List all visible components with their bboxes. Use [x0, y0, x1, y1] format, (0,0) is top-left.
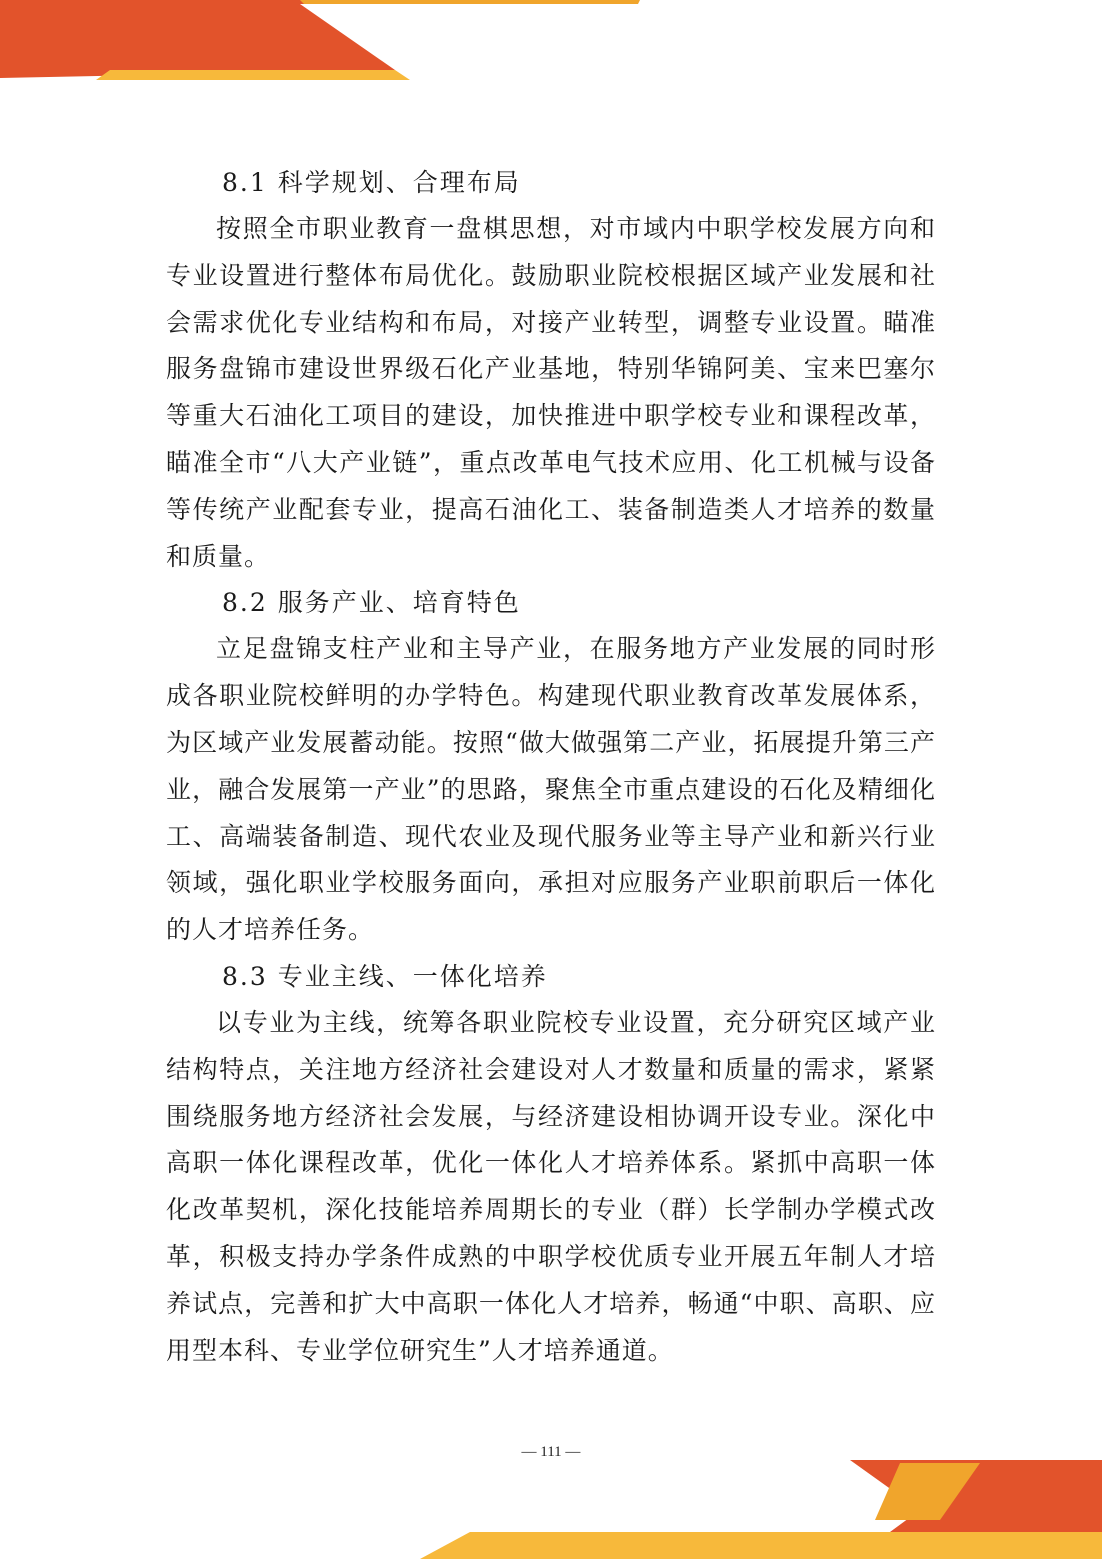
section-heading: 8.1 科学规划、合理布局 [222, 168, 521, 197]
bottom-yellow-band [420, 1532, 1102, 1559]
section-paragraph: 立足盘锦支柱产业和主导产业，在服务地方产业发展的同时形成各职业院校鲜明的办学特色。构建现代职业教育改革发展体系，为区域产业发展蓄动能。按照“做大做强第二产业，拓展提升第三产业，融合发展第一产业”的思路，聚焦全市重点建设的石化及精细化工、高端装备制造、现代农业及现代服务业等主导产业和新兴行业领域，强化职业学校服务面向，承担对应服务产业职前职后一体化的人才培养任务。 [166, 634, 936, 945]
top-corner-decoration [0, 0, 660, 90]
section-paragraph: 按照全市职业教育一盘棋思想，对市域内中职学校发展方向和专业设置进行整体布局优化。鼓励职业院校根据区域产业发展和社会需求优化专业结构和布局，对接产业转型，调整专业设置。瞄准服务盘锦市建设世界级石化产业基地，特别华锦阿美、宝来巴塞尔等重大石油化工项目的建设，加快推进中职学校专业和课程改革，瞄准全市“八大产业链”，重点改革电气技术应用、化工机械与设备等传统产业配套专业，提高石油化工、装备制造类人才培养的数量和质量。 [166, 214, 936, 571]
section-heading: 8.2 服务产业、培育特色 [222, 588, 521, 618]
section-paragraph: 以专业为主线，统筹各职业院校专业设置，充分研究区域产业结构特点，关注地方经济社会建设对人才数量和质量的需求，紧紧围绕服务地方经济社会发展，与经济建设相协调开设专业。深化中高职一体化课程改革，优化一体化人才培养体系。紧抓中高职一体化改革契机，深化技能培养周期长的专业（群）长学制办学模式改革，积极支持办学条件成熟的中职学校优质专业开展五年制人才培养试点，完善和扩大中高职一体化人才培养，畅通“中职、高职、应用型本科、专业学位研究生”人才培养通道。 [166, 1007, 936, 1365]
top-yellow-stripe [96, 70, 410, 80]
top-orange-strip [300, 0, 640, 4]
section-heading: 8.3 专业主线、一体化培养 [222, 961, 548, 991]
bottom-corner-decoration [420, 1460, 1102, 1559]
document-body [166, 160, 936, 1374]
top-orange-red-band [0, 0, 395, 78]
page-number: — 111 — [521, 1444, 581, 1460]
